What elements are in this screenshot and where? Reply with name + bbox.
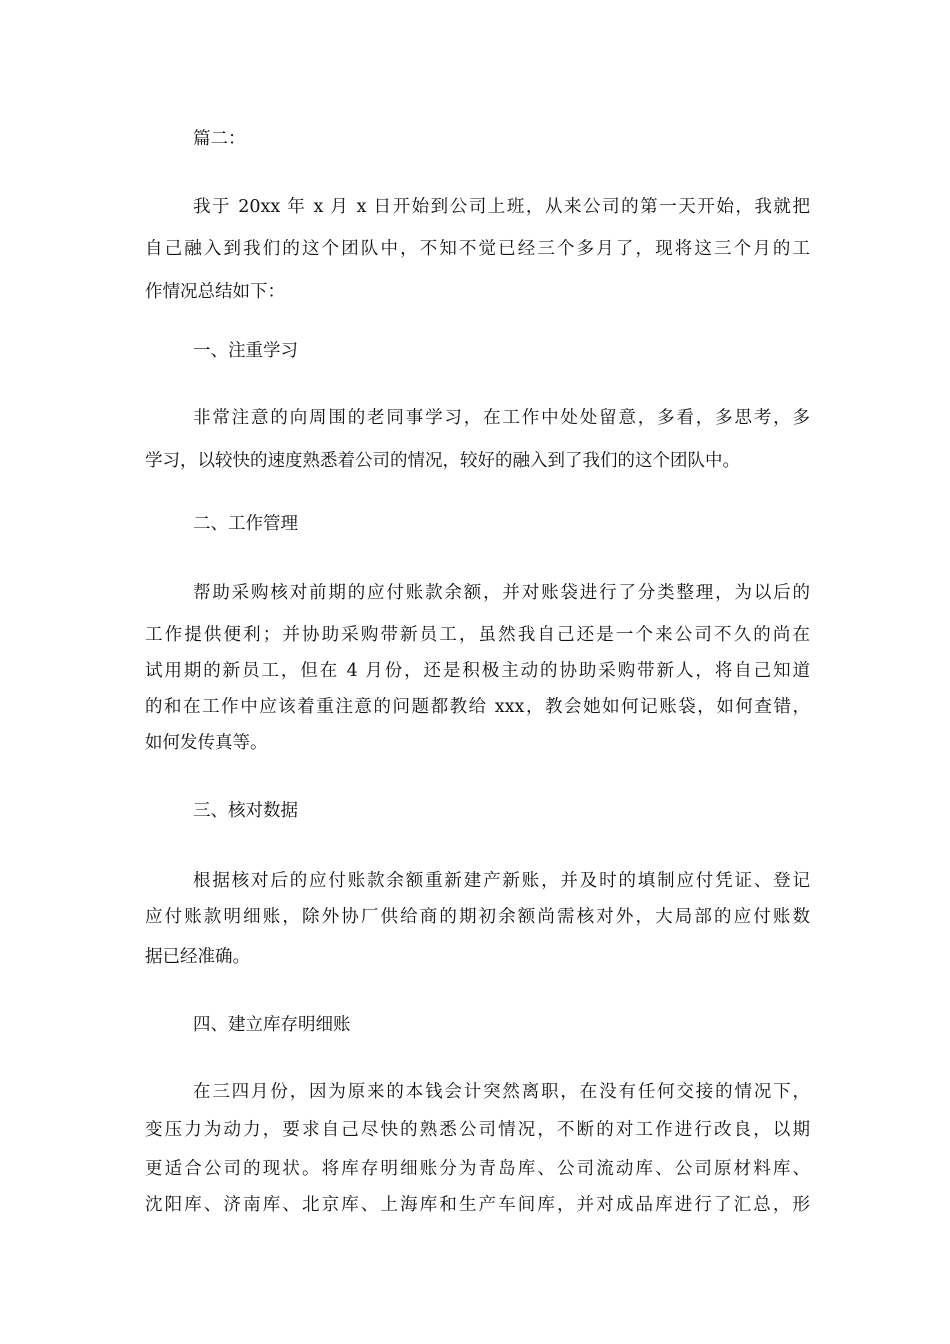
paragraph-line: 变压力为动力，要求自己尽快的熟悉公司情况，不断的对工作进行改良，以期 [145,1120,810,1140]
paragraph-line: 更适合公司的现状。将库存明细账分为青岛库、公司流动库、公司原材料库、 [145,1159,810,1179]
paragraph-line: 自己融入到我们的这个团队中，不知不觉已经三个多月了，现将这三个月的工 [145,239,810,259]
paragraph-line: 应付账款明细账，除外协厂供给商的期初余额尚需核对外，大局部的应付账数 [145,907,810,927]
paragraph-line: 据已经准确。 [145,947,250,967]
paragraph-line: 帮助采购核对前期的应付账款余额，并对账袋进行了分类整理，为以后的 [193,583,810,603]
paragraph-line: 沈阳库、济南库、北京库、上海库和生产车间库，并对成品库进行了汇总，形 [145,1195,810,1215]
paragraph-line: 如何发传真等。 [145,733,268,753]
heading-study: 一、注重学习 [193,341,298,361]
paragraph-line: 的和在工作中应该着重注意的问题都教给 xxx，教会她如何记账袋，如何查错， [145,697,810,717]
paragraph-line: 工作提供便利；并协助采购带新员工，虽然我自己还是一个来公司不久的尚在 [145,625,810,645]
section-label: 篇二： [193,129,246,149]
paragraph-line: 学习，以较快的速度熟悉着公司的情况，较好的融入到了我们的这个团队中。 [145,451,740,471]
paragraph-line: 根据核对后的应付账款余额重新建产新账，并及时的填制应付凭证、登记 [193,871,810,891]
paragraph-line: 我于 20xx 年 x 月 x 日开始到公司上班，从来公司的第一天开始，我就把 [193,197,810,217]
paragraph-line: 在三四月份，因为原来的本钱会计突然离职，在没有任何交接的情况下， [193,1082,810,1102]
heading-work-management: 二、工作管理 [193,514,298,534]
paragraph-line: 试用期的新员工，但在 4 月份，还是积极主动的协助采购带新人，将自己知道 [145,661,810,681]
paragraph-line: 非常注意的向周围的老同事学习，在工作中处处留意，多看，多思考，多 [193,408,810,428]
paragraph-line: 作情况总结如下： [145,282,285,302]
heading-inventory-ledger: 四、建立库存明细账 [193,1015,351,1035]
heading-data-check: 三、核对数据 [193,801,298,821]
